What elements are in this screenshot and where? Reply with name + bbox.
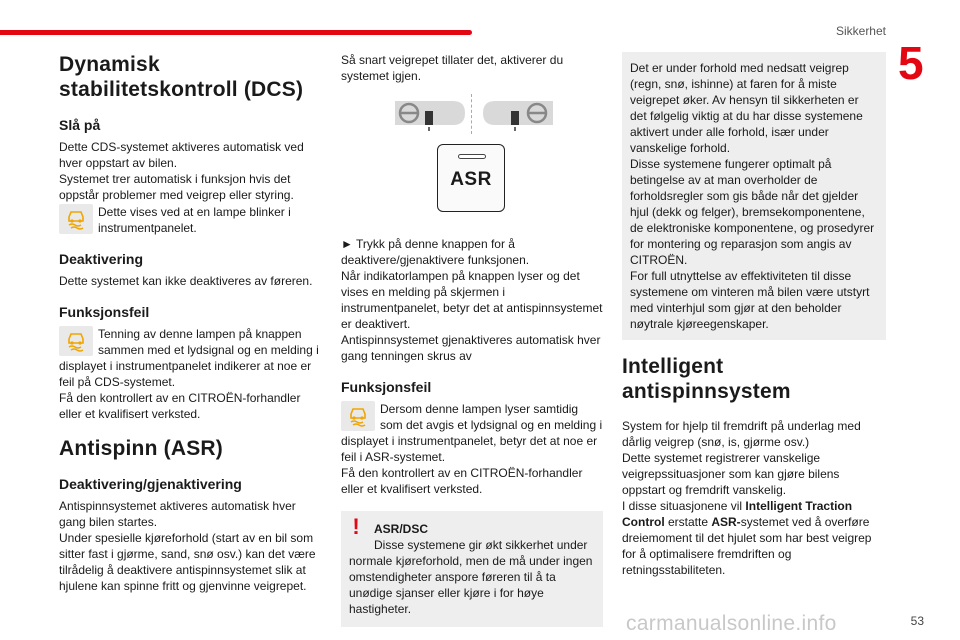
igc-p3-e: systemet ved å overføre dreiemoment til det hjulet som har best veigrep for å optimalisere fremdriften og retningsstabiliteten. — [622, 515, 872, 577]
skid-warning-icon — [341, 401, 375, 431]
warning-body: normale kjøreforhold, men de må under ingen omstendigheter anspore føreren til å ta unødige sjanser eller kjøre i for høye hastigheter. — [349, 554, 593, 616]
igc-p3 — [622, 498, 886, 578]
info-p2: Disse systemene fungerer optimalt på betingelse av at man overholder de forholdsregler som gis både når det gjelder hjul (dekk og felger), bremsekomponentene, de elektroniske komponentene, og prosedyrer for montering og reparasjon som angis av CITROËN. — [630, 157, 875, 267]
skid-warning-icon — [59, 326, 93, 356]
instruction-2: Når indikatorlampen på knappen lyser og det vises en melding på skjermen i instrumentpanelet, betyr det at antispinnsystemet er deaktivert. — [341, 269, 603, 331]
asr-title: Antispinn (ASR) — [59, 437, 223, 460]
section-title: Sikkerhet — [835, 24, 886, 38]
slaa-paa-text-2: Systemet trer automatisk i funksjon hvis det oppstår problemer med veigrep eller styring. — [59, 172, 294, 202]
igc-p1: System for hjelp til fremdrift på underlag med dårlig veigrep (snø, is, gjørme osv.) — [622, 419, 861, 449]
deakt-gjen-text-2: Under spesielle kjøreforhold (start av en bil som sitter fast i gjørme, sand, snø osv.) kan det være tilrådelig å deaktivere antispinnsystemet slik at hjulene kan spinne fritt og gjenvinne veigrepet. — [59, 531, 316, 593]
dcs-lamp-row — [59, 204, 321, 236]
asr-figure — [341, 94, 603, 236]
igc-p3-c: erstatte — [664, 515, 712, 529]
warning-title: ASR/DSC — [374, 522, 429, 536]
slaa-paa-lamp-text: Dette vises ved at en lampe blinker i instrumentpanelet. — [98, 205, 291, 235]
instruction-1: ► Trykk på denne knappen for å deaktivere/gjenaktivere funksjonen. — [341, 237, 530, 267]
deaktivering-heading: Deaktivering — [59, 251, 144, 267]
igc-p3-a: I disse situasjonene vil — [622, 499, 746, 513]
deakt-gjen-heading: Deaktivering/gjenaktivering — [59, 476, 242, 492]
dcs-fault-lamp-row — [59, 326, 321, 358]
reactivate-intro: Så snart veigrepet tillater det, aktiverer du systemet igjen. — [341, 53, 564, 83]
funksjonsfeil-cont: displayet i instrumentpanelet indikerer at noe er feil på CDS-systemet. — [59, 359, 312, 389]
slaa-paa-text-1: Dette CDS-systemet aktiveres automatisk ved hver oppstart av bilen. — [59, 140, 304, 170]
asr-fault-lamp-row — [341, 401, 603, 433]
watermark: carmanualsonline.info — [626, 612, 837, 635]
asr-button[interactable] — [437, 144, 505, 212]
igc-p2: Dette systemet registrerer vanskelige veigrepssituasjoner som kan gjøre bilens oppstart og fremdrift vanskelig. — [622, 451, 840, 497]
funksjonsfeil-heading-1: Funksjonsfeil — [59, 304, 150, 320]
asr-fault-cont: displayet i instrumentpanelet, betyr det at noe er feil i ASR-systemet. — [341, 434, 598, 464]
funksjonsfeil-lamp-text: Tenning av denne lampen på knappen sammen med et lydsignal og en melding i — [98, 327, 319, 357]
asr-indicator-led — [458, 154, 486, 159]
deaktivering-text: Dette systemet kan ikke deaktiveres av føreren. — [59, 274, 313, 288]
warning-first-line: Disse systemene gir økt sikkerhet under — [374, 538, 588, 552]
asr-fault-text-2: Få den kontrollert av en CITROËN-forhandler eller et kvalifisert verksted. — [341, 466, 583, 496]
exclamation-icon: ! — [352, 514, 360, 539]
igc-p3-b: Intelligent Traction Control — [622, 499, 853, 529]
column-2 — [341, 52, 603, 627]
igc-title: Intelligent antispinnsystem — [622, 355, 791, 403]
funksjonsfeil-heading-2: Funksjonsfeil — [341, 379, 432, 395]
slaa-paa-heading: Slå på — [59, 117, 101, 133]
info-p1: Det er under forhold med nedsatt veigrep (regn, snø, ishinne) at faren for å miste veigrepet øker. Av hensyn til sikkerheten er det følgelig viktig at du har disse systemene aktivert under alle forhold, især under vanskelige forhold. — [630, 61, 863, 155]
column-3 — [622, 52, 886, 578]
asr-fault-lamp-text: Dersom denne lampen lyser samtidig som det avgis et lydsignal og en melding i — [380, 402, 603, 432]
steering-wheel-panel-icon — [479, 97, 555, 131]
chapter-number: 5 — [898, 37, 924, 89]
instruction-3: Antispinnsystemet gjenaktiveres automatisk hver gang tenningen skrus av — [341, 333, 601, 363]
warning-box — [341, 511, 603, 627]
dcs-title: Dynamisk stabilitetskontroll (DCS) — [59, 53, 304, 101]
steering-wheel-panel-icon — [393, 97, 469, 131]
skid-warning-icon — [59, 204, 93, 234]
figure-divider — [471, 94, 472, 134]
igc-p3-d: ASR- — [711, 515, 741, 529]
info-p3: For full utnyttelse av effektiviteten til disse systemene om vinteren må bilen være utstyrt med vinterhjul som gjør at den beholder nøytrale kjøreegenskaper. — [630, 269, 870, 331]
deakt-gjen-text-1: Antispinnsystemet aktiveres automatisk hver gang bilen startes. — [59, 499, 296, 529]
asr-button-label: ASR — [450, 169, 492, 190]
page-number: 53 — [910, 614, 924, 628]
top-accent-bar — [0, 30, 472, 35]
info-box — [622, 52, 886, 340]
column-1 — [59, 52, 321, 594]
funksjonsfeil-text-2: Få den kontrollert av en CITROËN-forhandler eller et kvalifisert verksted. — [59, 391, 301, 421]
